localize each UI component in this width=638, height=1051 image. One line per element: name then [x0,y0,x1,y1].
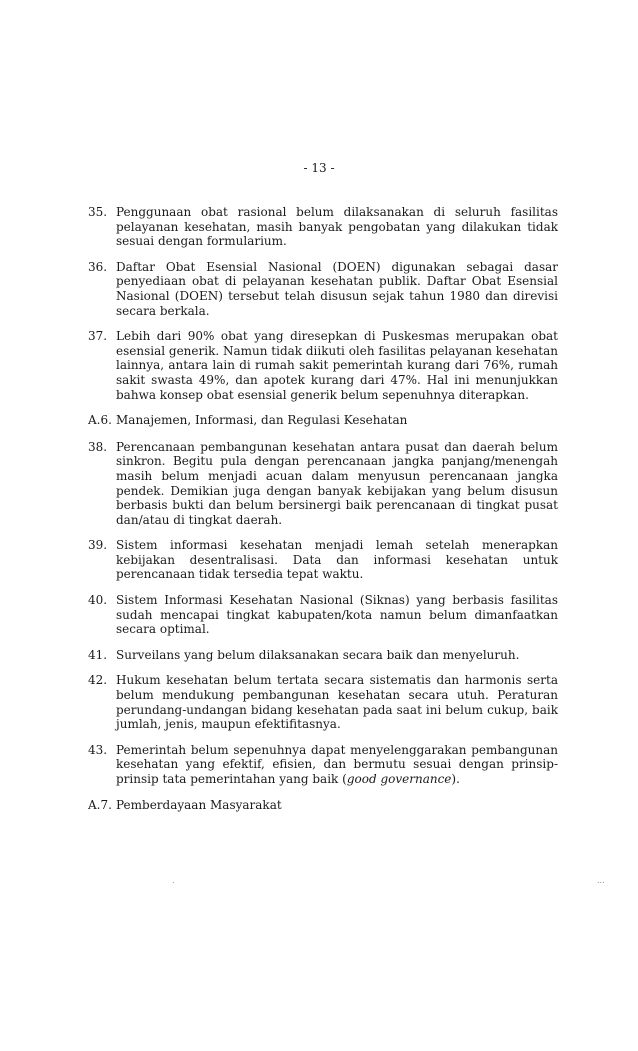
item-number: 40. [88,593,108,608]
item-number: 38. [88,439,108,454]
item-number: 43. [88,742,108,757]
section-heading-a7 [88,798,558,813]
list-item-36 [88,260,558,318]
section-number: A.6. [88,413,112,428]
item-text-part: Pemerintah belum sepenuhnya dapat menyelenggarakan pembangunan kesehatan yang efektif, efisien, dan bermutu sesuai dengan prinsip-prinsip tata pemerintahan yang baik ( [116,742,558,786]
item-text: Sistem informasi kesehatan menjadi lemah setelah menerapkan kebijakan desentralisasi. Data dan informasi kesehatan untuk perencanaan tidak tersedia tepat waktu. [116,538,558,582]
item-text-part: ). [451,772,460,786]
item-number: 36. [88,259,108,274]
item-number: 37. [88,329,108,344]
item-number: 39. [88,538,108,553]
item-text: Hukum kesehatan belum tertata secara sistematis dan harmonis serta belum mendukung pembangunan kesehatan secara utuh. Peraturan perundang-undangan bidang kesehatan pada saat ini belum cukup, baik jumlah, jenis, maupun efektifitasnya. [116,673,558,732]
footer-mark-right: ... [597,876,605,885]
item-number: 35. [88,205,108,219]
list-item-41 [88,648,558,663]
item-text [116,743,558,787]
item-text: Sistem Informasi Kesehatan Nasional (Siknas) yang berbasis fasilitas sudah mencapai tingkat kabupaten/kota namun belum dimanfaatkan secara optimal. [116,593,558,637]
item-text: Penggunaan obat rasional belum dilaksanakan di seluruh fasilitas pelayanan kesehatan, masih banyak pengobatan yang dilakukan tidak sesuai dengan formularium. [116,205,558,249]
list-item-38 [88,440,558,528]
item-text: Surveilans yang belum dilaksanakan secara baik dan menyeluruh. [116,647,520,662]
item-number: 41. [88,647,108,662]
section-title: Manajemen, Informasi, dan Regulasi Kesehatan [116,413,408,428]
list-item-39 [88,538,558,582]
list-item-42 [88,673,558,731]
item-text-italic: good governance [346,772,452,786]
item-number: 42. [88,673,108,688]
list-item-37 [88,329,558,402]
list-item-40 [88,593,558,637]
item-text: Perencanaan pembangunan kesehatan antara pusat dan daerah belum sinkron. Begitu pula dengan perencanaan jangka panjang/menengah masih belum menjadi acuan dalam menyusun perencanaan jangka pendek. Demikian juga dengan banyak kebijakan yang belum disusun berbasis bukti dan belum bersinergi baik perencanaan di tingkat pusat dan/atau di tingkat daerah. [116,439,558,527]
footer-mark-left: . [172,876,175,885]
page-number: - 13 - [303,161,335,175]
section-title: Pemberdayaan Masyarakat [116,797,282,812]
list-item-43 [88,743,558,787]
item-text: Daftar Obat Esensial Nasional (DOEN) digunakan sebagai dasar penyediaan obat di pelayanan kesehatan publik. Daftar Obat Esensial Nasional (DOEN) tersebut telah disusun sejak tahun 1980 dan direvisi secara berkala. [116,259,558,318]
list-item-35 [88,205,558,249]
section-number: A.7. [88,797,112,812]
section-heading-a6 [88,413,558,428]
document-body [88,205,558,824]
item-text: Lebih dari 90% obat yang diresepkan di Puskesmas merupakan obat esensial generik. Namun tidak diikuti oleh fasilitas pelayanan kesehatan lainnya, antara lain di rumah sakit pemerintah kurang dari 76%, rumah sakit swasta 49%, dan apotek kurang dari 47%. Hal ini menunjukkan bahwa konsep obat esensial generik belum sepenuhnya diterapkan. [116,329,558,402]
